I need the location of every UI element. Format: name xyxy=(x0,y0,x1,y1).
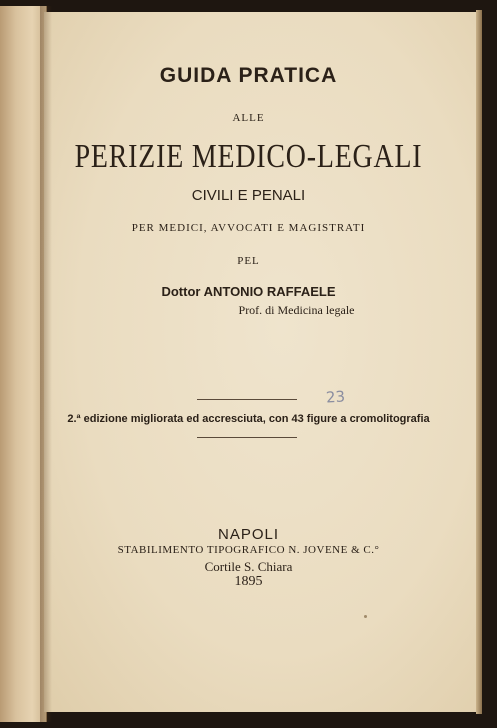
edition-note: 2.ª edizione migliorata ed accresciuta, con 43 figure a cromolitografia xyxy=(67,413,430,425)
pencil-annotation: 23 xyxy=(325,387,346,407)
divider-bottom xyxy=(197,437,297,438)
by-line: PEL xyxy=(237,255,260,267)
paper-speck xyxy=(364,615,367,618)
author-role: Prof. di Medicina legale xyxy=(238,303,355,317)
main-title: PERIZIE MEDICO-LEGALI xyxy=(74,138,423,175)
divider-top xyxy=(197,399,297,400)
year: 1895 xyxy=(234,574,263,589)
address: Cortile S. Chiara xyxy=(204,559,293,574)
city: NAPOLI xyxy=(217,526,280,543)
subtitle: CIVILI E PENALI xyxy=(191,187,306,204)
heading: GUIDA PRATICA xyxy=(159,64,338,87)
connector-text: ALLE xyxy=(232,112,265,124)
audience-line: PER MEDICI, AVVOCATI E MAGISTRATI xyxy=(131,222,366,234)
publisher: STABILIMENTO TIPOGRAFICO N. JOVENE & C.° xyxy=(117,544,380,556)
author-name: Dottor ANTONIO RAFFAELE xyxy=(161,284,336,299)
